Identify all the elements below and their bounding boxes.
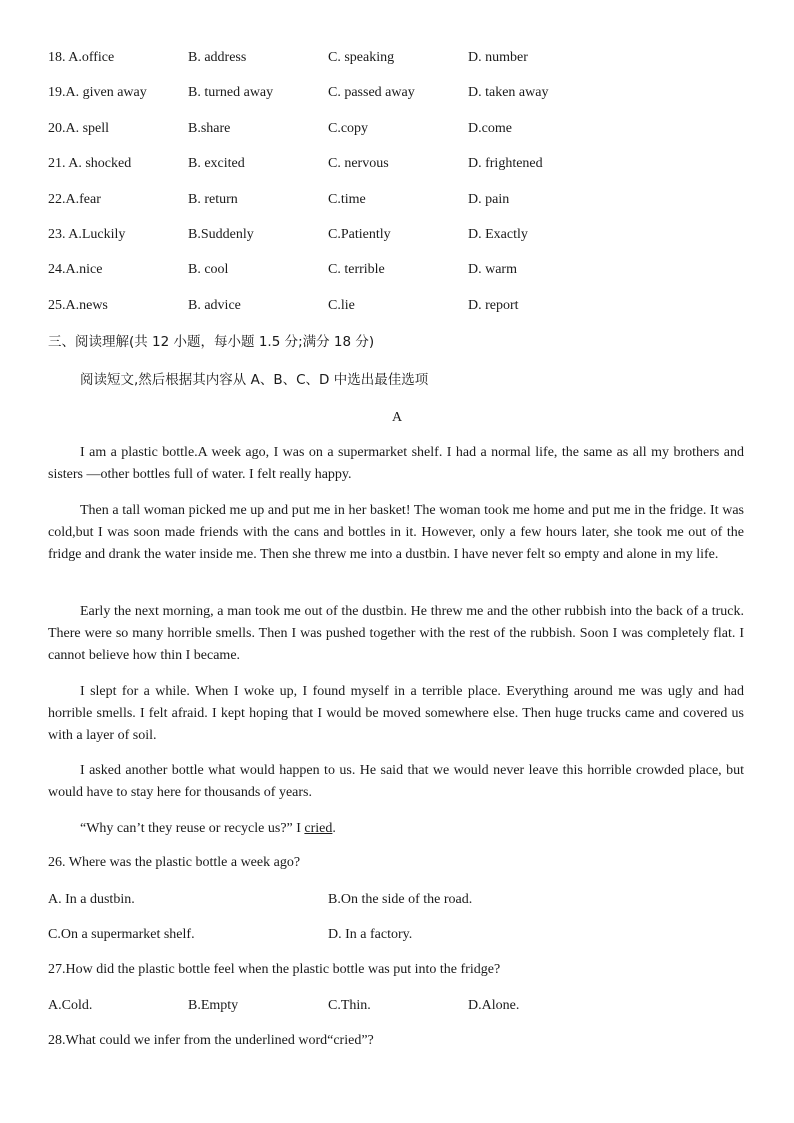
option-b: B.Suddenly (188, 227, 254, 242)
passage-paragraph-2: Then a tall woman picked me up and put me in her basket! The woman took me home and put me in the fridge. It was cold,but I was soon made friends with the cans and bottles in it. However, only a few hours later, she took me out of the fridge and drank the water inside me. Then she threw me into a dustbin. I have never felt so empty and alone in my life. (48, 503, 744, 562)
option-b: B.On the side of the road. (328, 892, 473, 907)
option-c: C. passed away (328, 85, 415, 100)
option-d: D. warm (468, 262, 517, 277)
option-b: B. return (188, 192, 238, 207)
option-a: 21. A. shocked (48, 156, 132, 171)
question-26-options-row-1 (48, 890, 648, 910)
option-a: A. In a dustbin. (48, 892, 135, 907)
question-27: 27.How did the plastic bottle feel when the plastic bottle was put into the fridge? (48, 962, 501, 977)
underlined-word: cried (304, 821, 333, 836)
passage-paragraph-1: I am a plastic bottle.A week ago, I was on a supermarket shelf. I had a normal life, the same as all my brothers and sisters —other bottles full of water. I felt really happy. (48, 445, 744, 482)
option-a: 22.A.fear (48, 192, 101, 207)
question-26: 26. Where was the plastic bottle a week ago? (48, 855, 301, 870)
option-b: B. cool (188, 262, 229, 277)
option-d: D. pain (468, 192, 510, 207)
option-c: C.Patiently (328, 227, 391, 242)
option-d: D. report (468, 298, 519, 313)
option-b: B. turned away (188, 85, 274, 100)
option-c: C.Thin. (328, 998, 371, 1013)
option-d: D. taken away (468, 85, 549, 100)
option-a: 24.A.nice (48, 262, 103, 277)
section-instruction: 阅读短文,然后根据其内容从 A、B、C、D 中选出最佳选项 (80, 372, 429, 388)
option-a: 18. A.office (48, 50, 115, 65)
option-c: C. speaking (328, 50, 395, 65)
passage-paragraph-4: I slept for a while. When I woke up, I found myself in a terrible place. Everything around me was ugly and had horrible smells. I felt afraid. I kept hoping that I would be moved somewhere else. Then huge trucks came and covered us with a layer of soil. (48, 684, 744, 743)
option-c: C.lie (328, 298, 355, 313)
option-c: C.copy (328, 121, 369, 136)
option-b: B. excited (188, 156, 245, 171)
option-b: B.Empty (188, 998, 239, 1013)
question-26-options-row-2 (48, 925, 648, 945)
quote-text: “Why can’t they reuse or recycle us?” I (80, 821, 305, 836)
question-27-options (48, 996, 648, 1016)
option-d: D. Exactly (468, 227, 528, 242)
option-c: C.On a supermarket shelf. (48, 927, 195, 942)
passage-label: A (391, 410, 403, 425)
option-b: B. advice (188, 298, 241, 313)
passage-paragraph-6 (48, 818, 744, 840)
option-c: C. terrible (328, 262, 385, 277)
option-a: 19.A. given away (48, 85, 147, 100)
option-d: D.Alone. (468, 998, 520, 1013)
option-b: B. address (188, 50, 247, 65)
section-title: 三、阅读理解(共 12 小题，每小题 1.5 分;满分 18 分) (48, 334, 375, 350)
question-28: 28.What could we infer from the underlined word“cried”? (48, 1033, 374, 1048)
option-a: 20.A. spell (48, 121, 110, 136)
option-b: B.share (188, 121, 231, 136)
option-a: 23. A.Luckily (48, 227, 126, 242)
option-d: D.come (468, 121, 512, 136)
quote-end: . (332, 821, 336, 836)
option-d: D. number (468, 50, 528, 65)
option-d: D. In a factory. (328, 927, 413, 942)
option-c: C. nervous (328, 156, 389, 171)
passage-paragraph-3: Early the next morning, a man took me out of the dustbin. He threw me and the other rubbish into the back of a truck. There were so many horrible smells. Then I was pushed together with the rest of the rubbish. Soon I was completely flat. I cannot believe how thin I became. (48, 604, 744, 663)
option-c: C.time (328, 192, 366, 207)
option-a: 25.A.news (48, 298, 108, 313)
option-a: A.Cold. (48, 998, 93, 1013)
passage-paragraph-5: I asked another bottle what would happen to us. He said that we would never leave this horrible crowded place, but would have to stay here for thousands of years. (48, 763, 744, 800)
option-d: D. frightened (468, 156, 543, 171)
